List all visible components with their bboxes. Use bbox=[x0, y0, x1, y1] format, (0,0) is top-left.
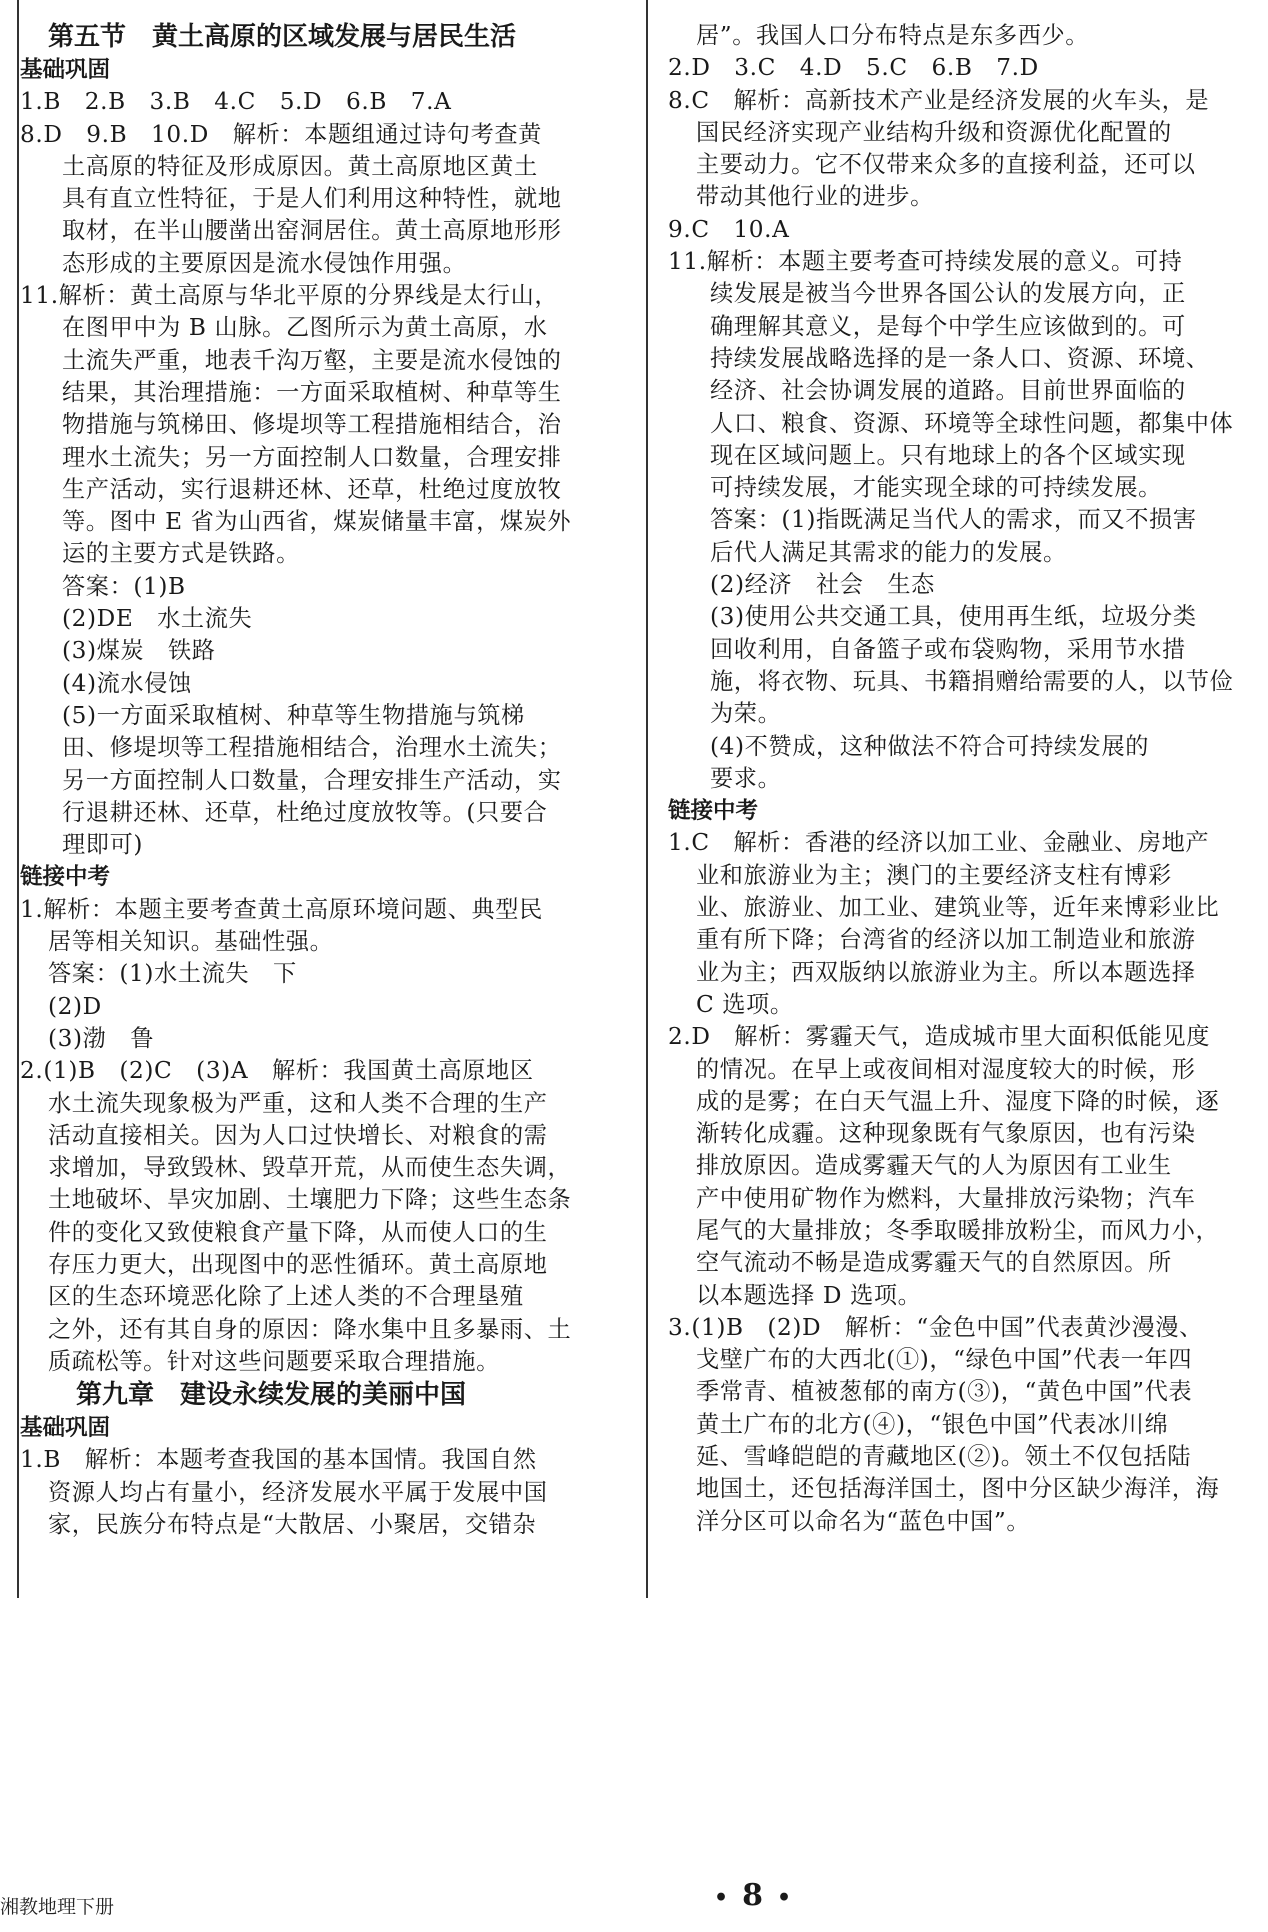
text-line: 取材，在半山腰凿出窑洞居住。黄土高原地形形 bbox=[62, 217, 562, 245]
text-line: 国民经济实现产业结构升级和资源优化配置的 bbox=[696, 118, 1172, 146]
page-dot-right: • bbox=[776, 1885, 791, 1911]
text-line: 质疏松等。针对这些问题要采取合理措施。 bbox=[48, 1347, 500, 1375]
text-line: 要求。 bbox=[710, 764, 782, 792]
text-line: 等。图中 E 省为山西省，煤炭储量丰富，煤炭外 bbox=[62, 508, 572, 536]
page-number: 8 bbox=[742, 1878, 763, 1913]
right-column bbox=[668, 20, 1260, 1538]
text-line: 确理解其意义，是每个中学生应该做到的。可 bbox=[710, 312, 1186, 340]
text-line: 黄土广布的北方(④)，“银色中国”代表冰川绵 bbox=[696, 1410, 1169, 1438]
text-line: 1.B 2.B 3.B 4.C 5.D 6.B 7.A bbox=[20, 88, 452, 116]
text-line: 季常青、植被葱郁的南方(③)，“黄色中国”代表 bbox=[696, 1378, 1193, 1406]
text-line: 回收利用，自备篮子或布袋购物，采用节水措 bbox=[710, 635, 1186, 663]
text-line: 件的变化又致使粮食产量下降，从而使人口的生 bbox=[48, 1218, 548, 1246]
page-number-block bbox=[700, 1878, 805, 1913]
text-line: 土高原的特征及形成原因。黄土高原地区黄土 bbox=[62, 152, 538, 180]
text-line: 后代人满足其需求的能力的发展。 bbox=[710, 538, 1067, 566]
text-line: 人口、粮食、资源、环境等全球性问题，都集中体 bbox=[710, 409, 1234, 437]
text-line: 另一方面控制人口数量，合理安排生产活动，实 bbox=[62, 766, 562, 794]
text-line: 业和旅游业为主；澳门的主要经济支柱有博彩 bbox=[696, 861, 1172, 889]
text-line: 主要动力。它不仅带来众多的直接利益，还可以 bbox=[696, 151, 1196, 179]
text-line: 行退耕还林、还草，杜绝过度放牧等。(只要合 bbox=[62, 798, 548, 826]
page-dot-left: • bbox=[714, 1885, 729, 1911]
text-line: 1.解析：本题主要考查黄土高原环境问题、典型民 bbox=[20, 895, 543, 923]
text-line: (4)流水侵蚀 bbox=[62, 669, 192, 697]
text-line: 续发展是被当今世界各国公认的发展方向，正 bbox=[710, 280, 1186, 308]
text-line: 尾气的大量排放；冬季取暖排放粉尘，而风力小， bbox=[696, 1216, 1220, 1244]
text-line: 土地破坏、旱灾加剧、土壤肥力下降；这些生态条 bbox=[48, 1186, 572, 1214]
text-line: (5)一方面采取植树、种草等生物措施与筑梯 bbox=[62, 701, 525, 729]
text-line: 重有所下降；台湾省的经济以加工制造业和旅游 bbox=[696, 926, 1196, 954]
text-line: 戈壁广布的大西北(①)，“绿色中国”代表一年四 bbox=[696, 1346, 1193, 1374]
text-line: 成的是雾；在白天气温上升、湿度下降的时候，逐 bbox=[696, 1087, 1220, 1115]
text-line: 施，将衣物、玩具、书籍捐赠给需要的人，以节俭 bbox=[710, 667, 1234, 695]
subsection-heading: 链接中考 bbox=[20, 864, 111, 891]
text-line: 之外，还有其自身的原因：降水集中且多暴雨、土 bbox=[48, 1315, 572, 1343]
text-line: 在图甲中为 B 山脉。乙图所示为黄土高原，水 bbox=[62, 314, 548, 342]
text-line: 带动其他行业的进步。 bbox=[696, 183, 934, 211]
section-heading: 第五节 黄土高原的区域发展与居民生活 bbox=[48, 22, 517, 52]
text-line: 家，民族分布特点是“大散居、小聚居，交错杂 bbox=[48, 1511, 537, 1539]
text-line: 居”。我国人口分布特点是东多西少。 bbox=[696, 22, 1090, 49]
text-line: 8.D 9.B 10.D 解析：本题组通过诗句考查黄 bbox=[20, 120, 542, 148]
text-line: 的情况。在早上或夜间相对湿度较大的时候，形 bbox=[696, 1055, 1196, 1083]
text-line: 可持续发展，才能实现全球的可持续发展。 bbox=[710, 474, 1162, 502]
text-line: 活动直接相关。因为人口过快增长、对粮食的需 bbox=[48, 1121, 548, 1149]
text-line: 2.(1)B (2)C (3)A 解析：我国黄土高原地区 bbox=[20, 1057, 534, 1085]
text-line: 存压力更大，出现图中的恶性循环。黄土高原地 bbox=[48, 1250, 548, 1278]
text-line: 答案：(1)水土流失 下 bbox=[48, 960, 297, 988]
text-line: 2.D 3.C 4.D 5.C 6.B 7.D bbox=[668, 54, 1039, 82]
subsection-heading: 基础巩固 bbox=[20, 57, 111, 83]
text-line: 11.解析：黄土高原与华北平原的分界线是太行山， bbox=[20, 282, 559, 310]
text-line: 区的生态环境恶化除了上述人类的不合理垦殖 bbox=[48, 1283, 524, 1311]
text-line: 答案：(1)B bbox=[62, 572, 186, 600]
text-line: 排放原因。造成雾霾天气的人为原因有工业生 bbox=[696, 1152, 1172, 1180]
text-line: 持续发展战略选择的是一条人口、资源、环境、 bbox=[710, 344, 1210, 372]
text-line: (4)不赞成，这种做法不符合可持续发展的 bbox=[710, 732, 1150, 760]
text-line: 田、修堤坝等工程措施相结合，治理水土流失； bbox=[62, 734, 562, 762]
text-line: 生产活动，实行退耕还林、还草，杜绝过度放牧 bbox=[62, 475, 562, 503]
text-line: 运的主要方式是铁路。 bbox=[62, 540, 300, 568]
text-line: 结果，其治理措施：一方面采取植树、种草等生 bbox=[62, 378, 562, 406]
text-line: 2.D 解析：雾霾天气，造成城市里大面积低能见度 bbox=[668, 1023, 1211, 1051]
text-line: 理水土流失；另一方面控制人口数量，合理安排 bbox=[62, 443, 562, 471]
text-line: 物措施与筑梯田、修堤坝等工程措施相结合，治 bbox=[62, 411, 562, 439]
text-line: 11.解析：本题主要考查可持续发展的意义。可持 bbox=[668, 248, 1183, 276]
left-column bbox=[20, 20, 630, 1541]
text-line: 经济、社会协调发展的道路。目前世界面临的 bbox=[710, 377, 1186, 405]
book-label: 湘教地理下册 bbox=[0, 1896, 115, 1918]
subsection-heading: 链接中考 bbox=[668, 798, 759, 825]
text-line: 理即可) bbox=[62, 831, 144, 859]
text-line: 1.C 解析：香港的经济以加工业、金融业、房地产 bbox=[668, 829, 1210, 857]
text-line: 居等相关知识。基础性强。 bbox=[48, 928, 334, 956]
text-line: 延、雪峰皑皑的青藏地区(②)。领土不仅包括陆 bbox=[696, 1443, 1192, 1471]
text-line: 现在区域问题上。只有地球上的各个区域实现 bbox=[710, 441, 1186, 469]
text-line: 3.(1)B (2)D 解析：“金色中国”代表黄沙漫漫、 bbox=[668, 1313, 1203, 1341]
text-line: 水土流失现象极为严重，这和人类不合理的生产 bbox=[48, 1089, 548, 1117]
text-line: (2)经济 社会 生态 bbox=[710, 571, 935, 599]
column-divider bbox=[646, 0, 648, 1598]
text-line: 8.C 解析：高新技术产业是经济发展的火车头，是 bbox=[668, 86, 1210, 114]
text-line: 以本题选择 D 选项。 bbox=[696, 1281, 922, 1309]
text-line: (3)使用公共交通工具，使用再生纸，垃圾分类 bbox=[710, 603, 1197, 631]
text-line: (2)DE 水土流失 bbox=[62, 605, 253, 633]
text-line: (3)渤 鲁 bbox=[48, 1024, 155, 1052]
text-line: 1.B 解析：本题考查我国的基本国情。我国自然 bbox=[20, 1446, 537, 1474]
text-line: 9.C 10.A bbox=[668, 215, 790, 243]
text-line: 空气流动不畅是造成雾霾天气的自然原因。所 bbox=[696, 1249, 1172, 1277]
text-line: (2)D bbox=[48, 992, 102, 1020]
text-line: (3)煤炭 铁路 bbox=[62, 637, 216, 665]
text-line: 产中使用矿物作为燃料，大量排放污染物；汽车 bbox=[696, 1184, 1196, 1212]
text-line: 具有直立性特征，于是人们利用这种特性，就地 bbox=[62, 185, 562, 213]
text-line: 答案：(1)指既满足当代人的需求，而又不损害 bbox=[710, 506, 1197, 534]
section-heading: 第九章 建设永续发展的美丽中国 bbox=[76, 1380, 467, 1411]
text-line: C 选项。 bbox=[696, 990, 794, 1018]
text-line: 态形成的主要原因是流水侵蚀作用强。 bbox=[62, 249, 467, 277]
text-line: 业、旅游业、加工业、建筑业等，近年来博彩业比 bbox=[696, 894, 1220, 922]
subsection-heading: 基础巩固 bbox=[20, 1415, 111, 1442]
left-border-rule bbox=[17, 0, 19, 1598]
text-line: 土流失严重，地表千沟万壑，主要是流水侵蚀的 bbox=[62, 346, 562, 374]
text-line: 为荣。 bbox=[710, 700, 782, 728]
text-line: 地国土，还包括海洋国土，图中分区缺少海洋，海 bbox=[696, 1475, 1220, 1503]
text-line: 业为主；西双版纳以旅游业为主。所以本题选择 bbox=[696, 958, 1196, 986]
text-line: 渐转化成霾。这种现象既有气象原因，也有污染 bbox=[696, 1120, 1196, 1148]
text-line: 洋分区可以命名为“蓝色中国”。 bbox=[696, 1507, 1031, 1535]
text-line: 求增加，导致毁林、毁草开荒，从而使生态失调， bbox=[48, 1154, 572, 1182]
text-line: 资源人均占有量小，经济发展水平属于发展中国 bbox=[48, 1478, 548, 1506]
